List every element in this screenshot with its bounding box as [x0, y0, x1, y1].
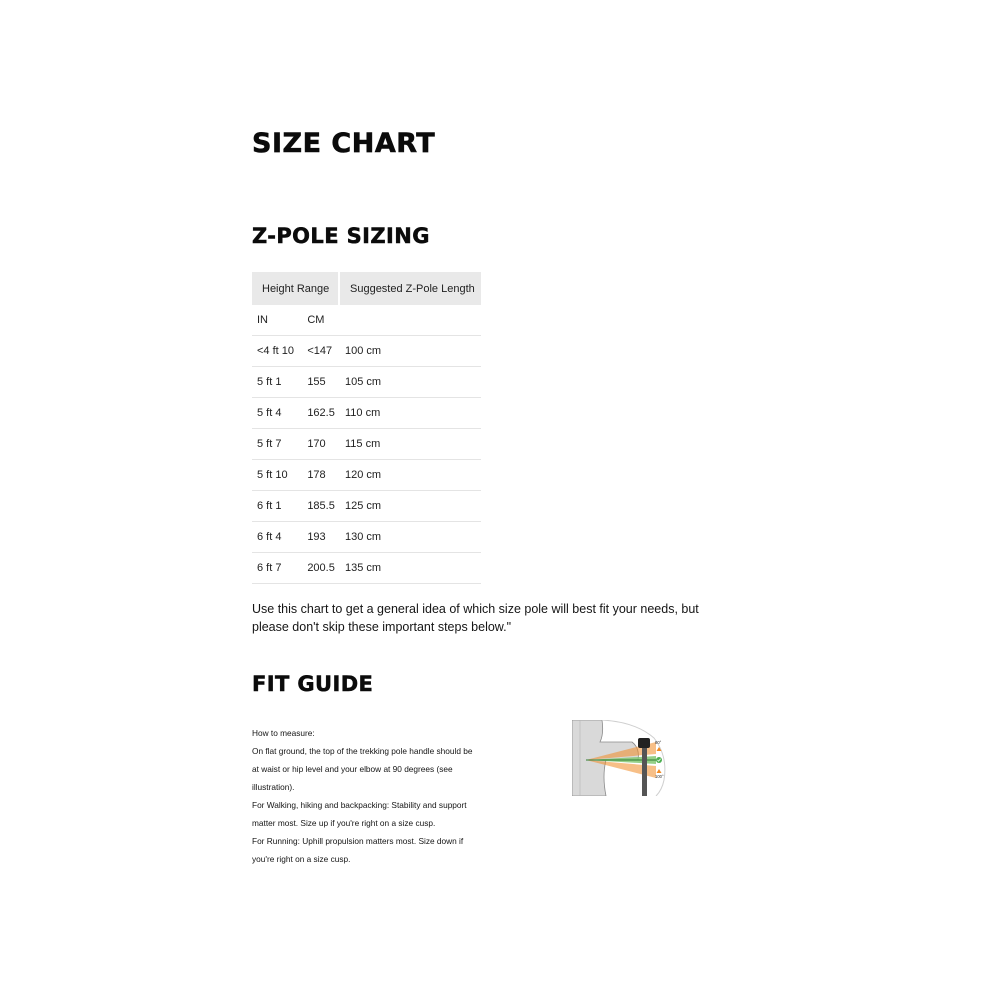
- fit-guide-heading: FIT GUIDE: [252, 672, 374, 696]
- table-row: [252, 460, 481, 491]
- header-suggested-length: Suggested Z-Pole Length: [339, 272, 481, 305]
- angle-label-100: 100°: [655, 774, 664, 779]
- fit-guide-line: For Walking, hiking and backpacking: Stability and support: [252, 800, 467, 810]
- table-row: [252, 491, 481, 522]
- cell-pole-length: 135 cm: [339, 553, 481, 584]
- warning-icon-lower: [657, 769, 662, 773]
- angle-label-80: 80°: [655, 740, 662, 745]
- cell-pole-length: 125 cm: [339, 491, 481, 522]
- cell-height-cm: 178: [302, 460, 339, 491]
- cell-height-cm: 170: [302, 429, 339, 460]
- check-icon: [656, 757, 662, 763]
- fit-guide-line: On flat ground, the top of the trekking pole handle should be: [252, 746, 473, 756]
- pole-icon: [642, 740, 647, 796]
- cell-height-in: <4 ft 10: [252, 336, 302, 367]
- hand-icon: [638, 738, 650, 748]
- cell-pole-length: 130 cm: [339, 522, 481, 553]
- fit-guide-line: at waist or hip level and your elbow at 90 degrees (see: [252, 764, 453, 774]
- header-height-range: Height Range: [252, 272, 339, 305]
- cell-height-cm: 162.5: [302, 398, 339, 429]
- cell-pole-length: 105 cm: [339, 367, 481, 398]
- cell-height-in: 6 ft 7: [252, 553, 302, 584]
- fit-guide-text: [252, 724, 502, 868]
- cell-pole-length: 120 cm: [339, 460, 481, 491]
- unit-empty: [339, 305, 481, 336]
- cell-pole-length: 100 cm: [339, 336, 481, 367]
- fit-guide-line: How to measure:: [252, 728, 315, 738]
- cell-height-cm: 200.5: [302, 553, 339, 584]
- table-row: [252, 367, 481, 398]
- cell-height-in: 5 ft 10: [252, 460, 302, 491]
- cell-height-cm: 185.5: [302, 491, 339, 522]
- table-row: [252, 429, 481, 460]
- page-title: SIZE CHART: [252, 128, 436, 159]
- cell-pole-length: 110 cm: [339, 398, 481, 429]
- cell-height-cm: 155: [302, 367, 339, 398]
- fit-guide-line: illustration).: [252, 782, 295, 792]
- table-row: [252, 522, 481, 553]
- cell-height-cm: <147: [302, 336, 339, 367]
- table-row: [252, 553, 481, 584]
- sizing-table: [252, 272, 481, 584]
- fit-guide-line: For Running: Uphill propulsion matters most. Size down if: [252, 836, 464, 846]
- cell-height-cm: 193: [302, 522, 339, 553]
- fit-guide-line: matter most. Size up if you're right on a size cusp.: [252, 818, 436, 828]
- cell-pole-length: 115 cm: [339, 429, 481, 460]
- size-note: Use this chart to get a general idea of which size pole will best fit your needs, but please don't skip these important steps below.": [252, 602, 699, 634]
- table-header-row: [252, 272, 481, 305]
- unit-in: IN: [252, 305, 302, 336]
- table-row: [252, 336, 481, 367]
- cell-height-in: 5 ft 1: [252, 367, 302, 398]
- unit-cm: CM: [302, 305, 339, 336]
- cell-height-in: 5 ft 4: [252, 398, 302, 429]
- fit-guide-line: you're right on a size cusp.: [252, 854, 351, 864]
- elbow-angle-illustration: [572, 720, 672, 796]
- table-row: [252, 398, 481, 429]
- cell-height-in: 5 ft 7: [252, 429, 302, 460]
- cell-height-in: 6 ft 1: [252, 491, 302, 522]
- units-row: [252, 305, 481, 336]
- cell-height-in: 6 ft 4: [252, 522, 302, 553]
- zpole-sizing-heading: Z-POLE SIZING: [252, 224, 430, 248]
